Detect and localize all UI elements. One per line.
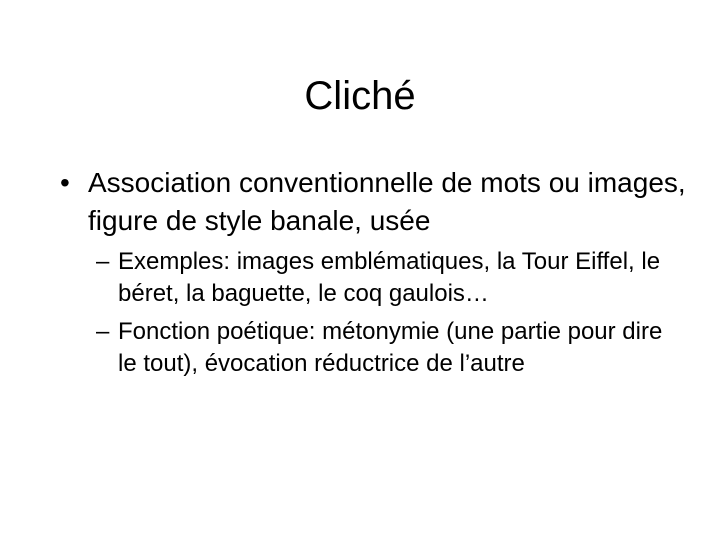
sub-bullet-text: Exemples: images emblématiques, la Tour Eiffel, le béret, la baguette, le coq gaulois… [118, 248, 661, 307]
slide-title: Cliché [304, 74, 416, 118]
bullet-marker: • [60, 167, 70, 198]
sub-bullet-marker: – [96, 248, 110, 275]
sub-bullet-text: Fonction poétique: métonymie (une partie pour dire le tout), évocation réductrice de l’autre [118, 318, 663, 377]
bullet-text: Association conventionnelle de mots ou images, figure de style banale, usée [88, 167, 686, 236]
sub-bullet-marker: – [96, 318, 110, 345]
